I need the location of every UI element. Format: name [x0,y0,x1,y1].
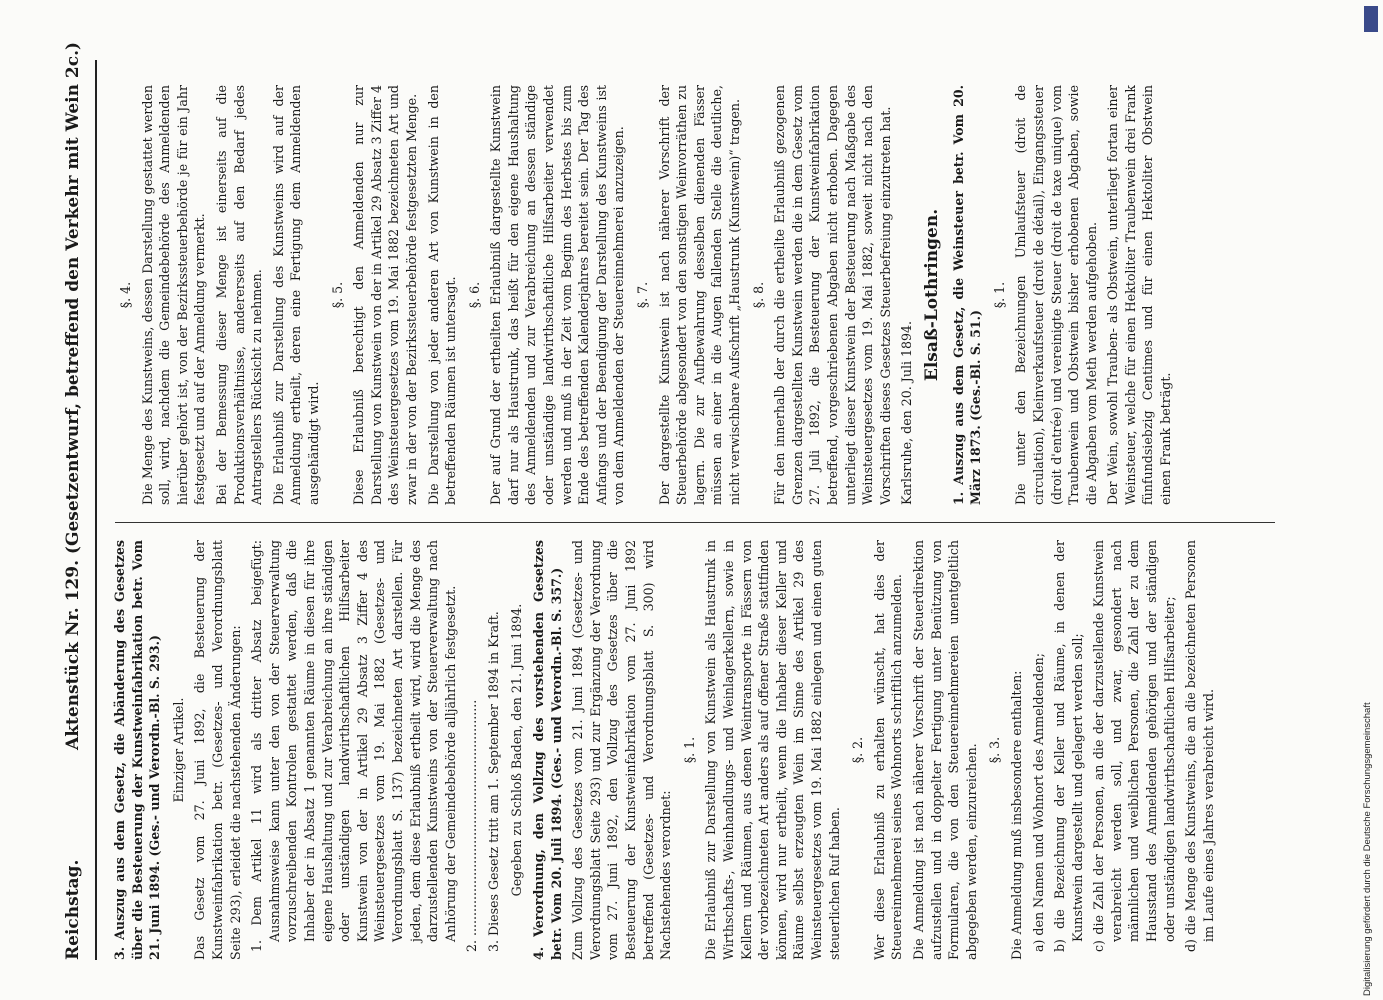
page-header [55,41,97,960]
paragraph: Wer diese Erlaubniß zu erhalten wünscht, hat dies der Steuereinnehmerei seines Wohnorts schriftlich anzumelden. [871,540,905,960]
paragraph: c) die Zahl der Personen, an die der darzustellende Kunstwein verabreicht werden soll, und zwar, gesondert nach männlichen und weiblichen Personen, die Zahl der zu dem Hausstand des Anmeldenden gehörigen und der ständigen oder unständigen landwirthschaftlichen Hilfsarbeiter; [1091,540,1177,952]
paragraph: 3. Auszug aus dem Gesetz, die Abänderung des Gesetzes über die Besteuerung der Kunstweinfabrikation betr. Vom 21. Juni 1894. (Ges.- und Verordn.-Bl. S. 293.) [112,540,163,960]
paragraph: Für den innerhalb der durch die ertheilte Erlaubniß gezogenen Grenzen dargestellten Kunstwein werden die in dem Gesetz vom 27. Juli 1892, die Besteuerung der Kunstweinfabrikation betreffend, vorgeschriebenen Abgaben nicht erhoben. Dagegen unterliegt dieser Kunstwein der Besteuerung nach Maßgabe des Weinsteuergesetzes vom 19. Mai 1882, soweit nicht nach den Vorschriften dieses Gesetzes Steuerbefreiung einzutreten hat. [772,85,893,505]
paragraph: Die Anmeldung ist nach näherer Vorschrift der Steuerdirektion aufzustellen und in doppelter Fertigung unter Benützung von Formularen, die von den Steuereinnehmereien unentgeltlich abgegeben werden, einzureichen. [910,540,979,960]
paragraph: §. 5. [329,281,345,309]
right-column [111,85,1311,505]
paragraph: §. 4. [118,281,133,309]
paragraph: §. 2. [850,736,866,764]
paragraph: Die Darstellung von jeder anderen Art von Kunstwein in den betreffenden Räumen ist untersagt. [425,85,459,505]
header-center: Aktenstück Nr. 129. (Gesetzentwurf, betreffend den Verkehr mit Wein 2c.) [63,41,83,750]
paragraph: Diese Erlaubniß berechtigt den Anmeldenden nur zur Darstellung von Kunstwein von der in Artikel 29 Absatz 3 Ziffer 4 des Weinsteuergesetzes vom 19. Mai 1882 bezeichneten Art und zwar in der von der Bezirkssteuerbehörde festgesetzten Menge. [351,85,419,505]
paragraph: Das Gesetz vom 27. Juni 1892, die Besteuerung der Kunstweinfabrikation betr. (Gesetzes- und Verordnungsblatt Seite 293), erleidet die nachstehenden Änderungen: [192,540,243,960]
paragraph: §. 1. [681,736,697,764]
paragraph: Gegeben zu Schloß Baden, den 21. Juni 1894. [509,603,525,897]
paragraph: Die Erlaubniß zur Darstellung des Kunstweins wird auf der Anmeldung ertheilt, deren eine Fertigung dem Anmeldenden ausgehändigt wird. [270,85,321,505]
paragraph: §. 3. [987,736,1003,764]
paragraph: Der Wein, sowohl Trauben- als Obstwein, unterliegt fortan einer Weinsteuer, welche für einen Hektoliter Traubenwein drei Frank fünfundsiebzig Centimes und für einen Hektoliter Obstwein einen Frank beträgt. [1105,85,1174,505]
header-left: Reichstag. [63,859,83,960]
paragraph: §. 8. [750,281,766,309]
credit-text: Digitalisierung gefördert durch die Deutsche Forschungsgemeinschaft [1362,702,1373,996]
paragraph: 4. Verordnung, den Vollzug des vorstehenden Gesetzes betr. Vom 20. Juli 1894. (Ges.- und Verordn.-Bl. S. 357.) [531,540,564,960]
paragraph: 1. Auszug aus dem Gesetz, die Weinsteuer betr. Vom 20. März 1873. (Ges.-Bl. S. 51.) [950,85,984,505]
paragraph: 3. Dieses Gesetz tritt am 1. September 1894 in Kraft. [485,611,501,952]
paragraph: Der auf Grund der ertheilten Erlaubniß dargestellte Kunstwein darf nur als Haustrunk, das heißt für den eigene Haushaltung des Anmeldenden und zur Verabreichung an dessen ständige oder unständige landwirthschaftliche Hilfsarbeiter verwendet werden und muß in der Zeit vom Beginn des Herbstes bis zum Ende des betreffenden Kalenderjahres bereitet sein. Der Tag des Anfangs und der Beendigung der Darstellung des Kunstweins ist von dem Anmeldenden der Steuereinnehmerei anzuzeigen. [488,85,627,505]
paragraph: Die Anmeldung muß insbesondere enthalten: [1008,670,1024,960]
paragraph: Bei der Bemessung dieser Menge ist einerseits auf die Produktionsverhältnisse, andererseits auf den Bedarf jedes Antragstellers Rücksicht zu nehmen. [213,85,265,505]
paragraph: §. 1. [991,281,1007,309]
paragraph: b) die Bezeichnung der Keller und Räume, in denen der Kunstwein dargestellt und gelagert werden soll; [1052,540,1085,952]
paragraph: Die unter den Bezeichnungen Umlaufsteuer (droit de circulation), Kleinverkaufsteuer (droit de détail), Eingangssteuer (droit d'entrée) und vereinigte Steuer (droit de taxe unique) vom Traubenwein und Obstwein bisher erhobenen Abgaben, sowie die Abgaben vom Meth werden aufgehoben. [1013,85,1099,505]
paragraph: a) den Namen und Wohnort des Anmeldenden; [1030,652,1046,952]
paragraph: Elsaß-Lothringen. [921,208,942,382]
column-divider [115,522,1275,523]
paragraph: Zum Vollzug des Gesetzes vom 21. Juni 1894 (Gesetzes- und Verordnungsblatt Seite 293) und zur Ergänzung der Verordnung vom 27. Juni 1892, den Vollzug des Gesetzes über die Besteuerung der Kunstweinfabrikation vom 27. Juni 1892 betreffend (Gesetzes- und Verordnungsblatt S. 300) wird Nachstehendes verordnet: [570,540,674,960]
paragraph: d) die Menge des Kunstweins, die an die bezeichneten Personen im Laufe eines Jahres verabreicht wird. [1183,540,1216,952]
paragraph: Karlsruhe, den 20. Juli 1894. [899,320,915,505]
paragraph: Die Menge des Kunstweins, dessen Darstellung gestattet werden soll, wird, nachdem die Gemeindebehörde des Anmeldenden hierüber gehört ist, von der Bezirkssteuerbehörde je für ein Jahr festgesetzt und auf der Anmeldung vermerkt. [139,85,208,505]
paragraph: 1. Dem Artikel 11 wird als dritter Absatz beigefügt: Ausnahmsweise kann unter den von der Steuerverwaltung vorzuschreibenden Kontrolen gestattet werden, daß die Inhaber der in Absatz 1 genannten Räume in diesen für ihre eigene Haushaltung und zur Verabreichung an ihre ständigen oder unständigen landwirthschaftlichen Hilfsarbeiter Kunstwein von der in Artikel 29 Absatz 3 Ziffer 4 des Weinsteuergesetzes vom 19. Mai 1882 (Gesetzes- und Verordnungsblatt S. 137) bezeichneten Art darstellen. Für jeden, dem diese Erlaubniß ertheilt wird, wird die Menge des darzustellenden Kunstweins von der Steuerverwaltung nach Anhörung der Gemeindebehörde alljährlich festgesetzt. [249,540,458,952]
paragraph: 2. ........................................................... [464,699,480,952]
digitization-credit [1362,6,1378,996]
paragraph: §. 6. [466,281,482,309]
paragraph: Die Erlaubniß zur Darstellung von Kunstwein als Haustrunk in Wirthschafts-, Weinhandlungs- und Weinlagerkellern, sowie in Kellern und Räumen, aus denen Weintransporte in Fässern von der vorbezeichneten Art anders als auf offener Straße stattfinden können, wird nur ertheilt, wenn die Inhaber dieser Keller und Räume selbst erzeugten Wein im Sinne des Artikel 29 des Weinsteuergesetzes vom 19. Mai 1882 einlegen und einen guten steuerlichen Ruf haben. [703,540,842,960]
paragraph: Der dargestellte Kunstwein ist nach näherer Vorschrift der Steuerbehörde abgesondert von den sonstigen Weinvorräthen zu lagern. Die zur Aufbewahrung desselben dienenden Fässer müssen an einer in die Augen fallenden Stelle die deutliche, nicht verwischbare Aufschrift „Haustrunk (Kunstwein)“ tragen. [656,85,742,505]
left-column [111,540,1311,960]
dfg-logo [1364,6,1378,32]
paragraph: Einziger Artikel. [170,697,186,803]
rotated-page-content [55,41,1325,960]
paragraph: §. 7. [635,281,651,309]
